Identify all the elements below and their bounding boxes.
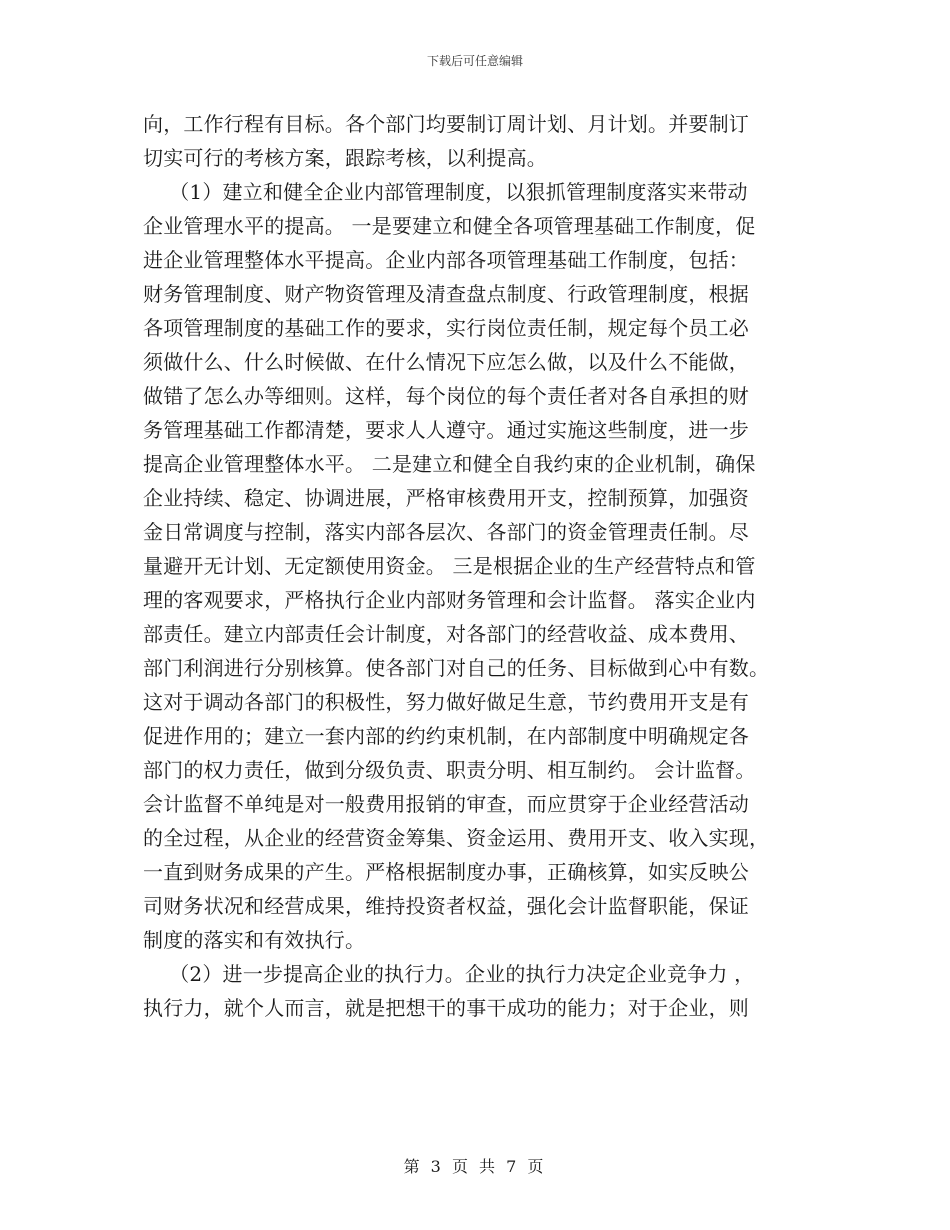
- text-line: 部门利润进行分别核算。使各部门对自己的任务、目标做到心中有数。: [143, 656, 770, 680]
- text-line: （2）进一步提高企业的执行力。企业的执行力决定企业竞争力 ，: [143, 962, 755, 986]
- text-line: 制度的落实和有效执行。: [143, 928, 366, 952]
- text-line: 促进作用的；建立一套内部的约约束机制，在内部制度中明确规定各: [143, 724, 749, 748]
- text-line: 向，工作行程有目标。各个部门均要制订周计划、月计划。并要制订: [143, 112, 749, 136]
- text-line: 量避开无计划、无定额使用资金。 三是根据企业的生产经营特点和管: [143, 554, 756, 578]
- page-number-footer: 第 3 页 共 7 页: [403, 1157, 547, 1176]
- text-line: （1）建立和健全企业内部管理制度，以狠抓管理制度落实来带动: [143, 180, 748, 204]
- document-body: [143, 107, 815, 1025]
- text-line: 切实可行的考核方案，跟踪考核，以利提高。: [143, 146, 547, 170]
- text-line: 会计监督不单纯是对一般费用报销的审查，而应贯穿于企业经营活动: [143, 792, 749, 816]
- text-line: 提高企业管理整体水平。 二是建立和健全自我约束的企业机制，确保: [143, 452, 756, 476]
- text-line: 企业持续、稳定、协调进展，严格审核费用开支，控制预算，加强资: [143, 486, 749, 510]
- text-line: 一直到财务成果的产生。严格根据制度办事，正确核算，如实反映公: [143, 860, 749, 884]
- text-line: 做错了怎么办等细则。这样，每个岗位的每个责任者对各自承担的财: [143, 384, 749, 408]
- text-line: 进企业管理整体水平提高。企业内部各项管理基础工作制度，包括：: [143, 248, 749, 272]
- text-line: 金日常调度与控制，落实内部各层次、各部门的资金管理责任制。尽: [143, 520, 749, 544]
- text-line: 务管理基础工作都清楚，要求人人遵守。通过实施这些制度，进一步: [143, 418, 749, 442]
- text-line: 各项管理制度的基础工作的要求，实行岗位责任制，规定每个员工必: [143, 316, 749, 340]
- text-line: 理的客观要求，严格执行企业内部财务管理和会计监督。 落实企业内: [143, 588, 756, 612]
- text-line: 财务管理制度、财产物资管理及清查盘点制度、行政管理制度，根据: [143, 282, 749, 306]
- page-header-note: 下载后可任意编辑: [426, 54, 523, 68]
- text-line: 企业管理水平的提高。 一是要建立和健全各项管理基础工作制度，促: [143, 214, 756, 238]
- text-line: 这对于调动各部门的积极性，努力做好做足生意，节约费用开支是有: [143, 690, 749, 714]
- text-line: 须做什么、什么时候做、在什么情况下应怎么做，以及什么不能做，: [143, 350, 749, 374]
- text-line: 的全过程，从企业的经营资金筹集、资金运用、费用开支、收入实现，: [143, 826, 770, 850]
- text-line: 执行力，就个人而言，就是把想干的事干成功的能力；对于企业，则: [143, 996, 749, 1020]
- text-line: 部门的权力责任，做到分级负责、职责分明、相互制约。 会计监督。: [143, 758, 756, 782]
- text-line: 部责任。建立内部责任会计制度，对各部门的经营收益、成本费用、: [143, 622, 749, 646]
- text-line: 司财务状况和经营成果，维持投资者权益，强化会计监督职能，保证: [143, 894, 749, 918]
